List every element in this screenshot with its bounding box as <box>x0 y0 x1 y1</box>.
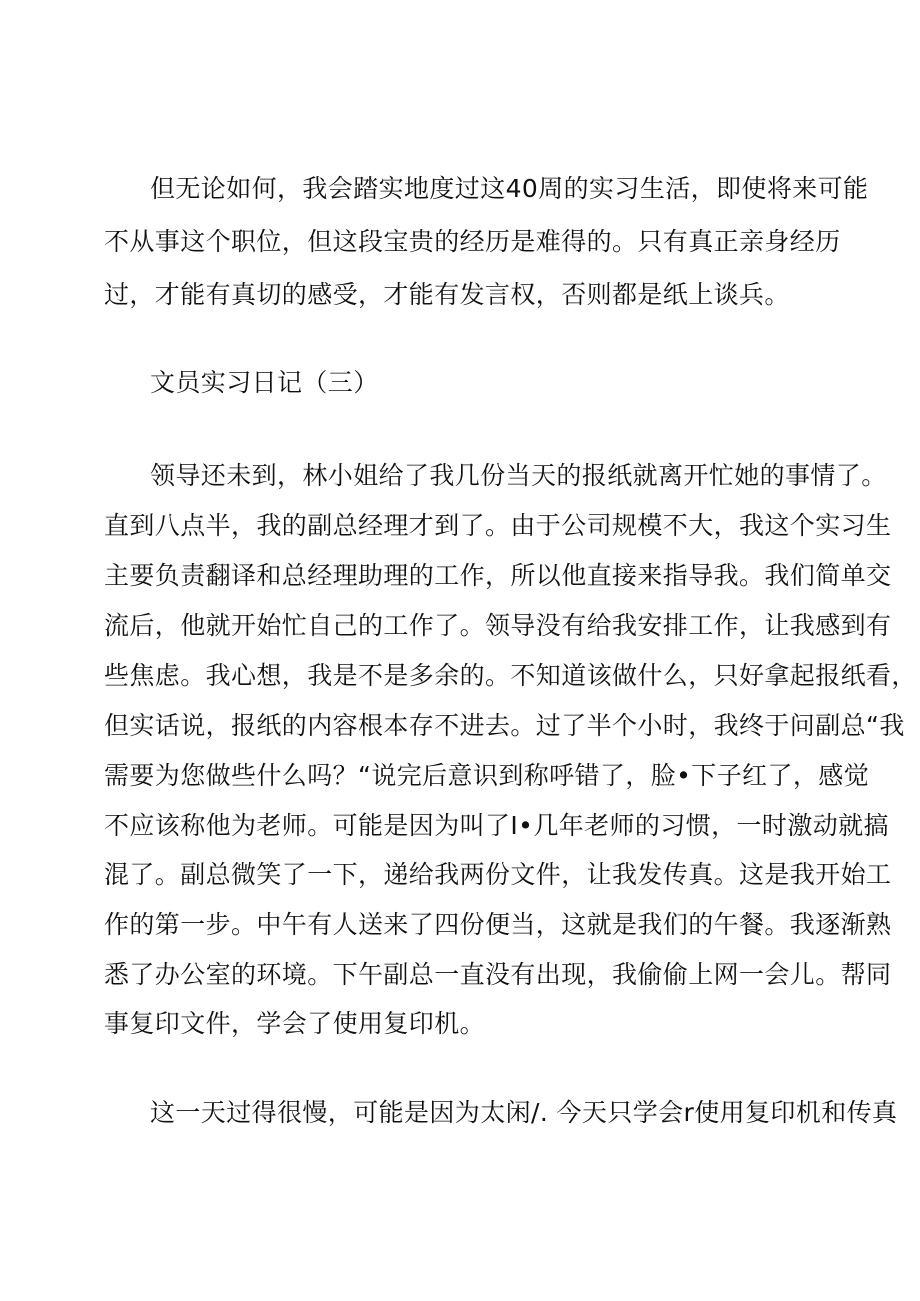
paragraph-2-line-10: 作的第一步。中午有人送来了四份便当，这就是我们的午餐。我逐渐熟 <box>104 910 892 939</box>
paragraph-2-line-12: 事复印文件，学会了使用复印机。 <box>104 1009 486 1038</box>
paragraph-2-line-6: 但实话说，报纸的内容根本存不进去。过了半个小时，我终于问副总“我 <box>104 711 905 740</box>
paragraph-2-line-11: 悉了办公室的环境。下午副总一直没有出现，我偷偷上网一会儿。帮同 <box>104 960 892 989</box>
paragraph-1-line-3: 过，才能有真切的感受，才能有发言权，否则都是纸上谈兵。 <box>104 280 790 309</box>
paragraph-2-line-8: 不应该称他为老师。可能是因为叫了I•几年老师的习惯，一时激动就搞 <box>104 811 889 840</box>
paragraph-2-line-5: 些焦虑。我心想，我是不是多余的。不知道该做什么，只好拿起报纸看， <box>104 661 917 690</box>
paragraph-2-line-3: 主要负责翻译和总经理助理的工作，所以他直接来指导我。我们简单交 <box>104 561 892 590</box>
section-heading: 文员实习日记（三） <box>150 368 379 397</box>
paragraph-3-line-1: 这一天过得很慢，可能是因为太闲/. 今天只学会r使用复印机和传真 <box>150 1098 898 1127</box>
paragraph-2-line-7: 需要为您做些什么吗？“说完后意识到称呼错了，脸•下子红了，感觉 <box>104 761 870 790</box>
paragraph-2-line-2: 直到八点半，我的副总经理才到了。由于公司规模不大，我这个实习生 <box>104 511 892 540</box>
paragraph-1-line-1: 但无论如何，我会踏实地度过这40周的实习生活，即使将来可能 <box>150 174 869 203</box>
paragraph-2-line-9: 混了。副总微笑了一下，递给我两份文件，让我发传真。这是我开始工 <box>104 860 892 889</box>
paragraph-1-line-2: 不从事这个职位，但这段宝贵的经历是难得的。只有真正亲身经历 <box>104 227 841 256</box>
paragraph-2-line-4: 流后，他就开始忙自己的工作了。领导没有给我安排工作，让我感到有 <box>104 611 892 640</box>
paragraph-2-line-1: 领导还未到，林小姐给了我几份当天的报纸就离开忙她的事情了。 <box>150 461 887 490</box>
